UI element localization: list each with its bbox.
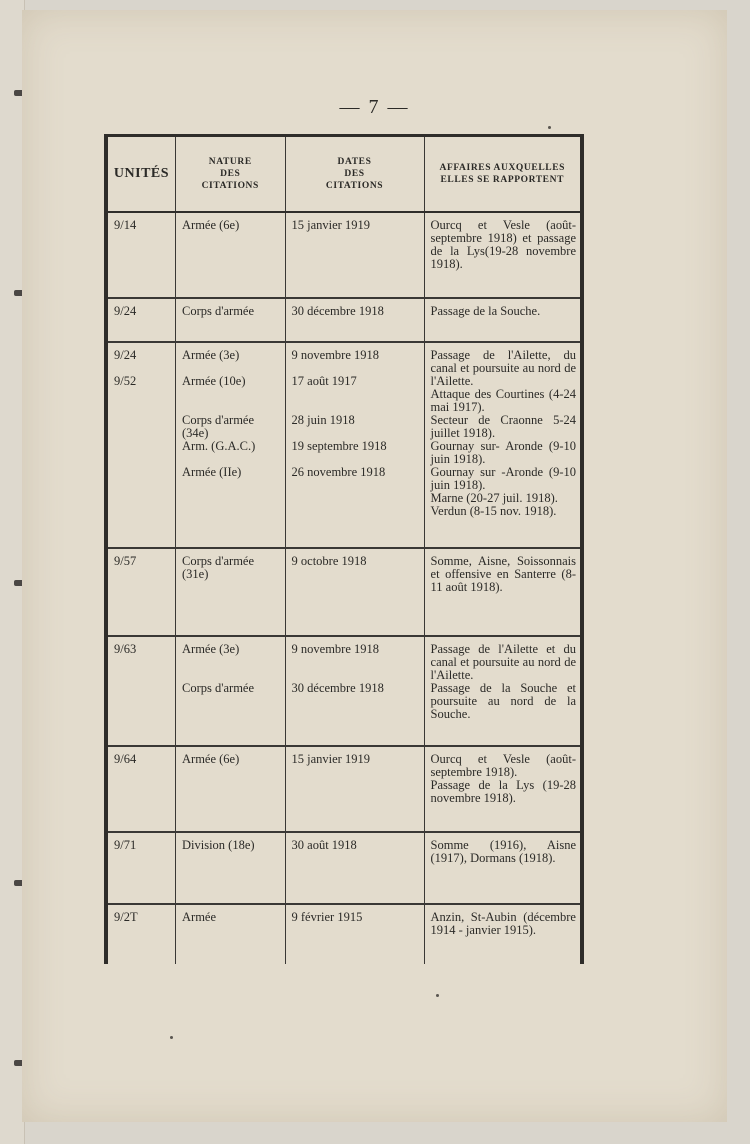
cell-nature: Corps d'armée xyxy=(176,298,286,342)
ink-speck xyxy=(548,126,551,129)
header-affaires: AFFAIRES AUXQUELLES ELLES SE RAPPORTENT xyxy=(424,136,582,213)
ink-speck xyxy=(436,994,439,997)
cell-affaires: Passage de l'Ailette, du canal et poursuite au nord de l'Ailette. Attaque des Courtines (4-24 mai 1917). Secteur de Craonne 5-24 juillet 1918). Gournay sur- Aronde (9-10 juin 1918). Gournay sur -Aronde (9-10 juin 1918). Marne (20-27 juil. 1918). Verdun (8-15 nov. 1918). xyxy=(424,342,582,548)
cell-unit: 9/64 xyxy=(106,746,176,832)
cell-nature: Armée xyxy=(176,904,286,964)
ink-speck xyxy=(170,1036,173,1039)
table-row xyxy=(106,636,582,746)
table-row xyxy=(106,548,582,636)
cell-affaires: Passage de l'Ailette et du canal et poursuite au nord de l'Ailette. Passage de la Souche et poursuite au nord de la Souche. xyxy=(424,636,582,746)
citations-table xyxy=(104,134,584,964)
cell-nature: Division (18e) xyxy=(176,832,286,904)
header-unites: UNITÉS xyxy=(106,136,176,213)
cell-nature: Corps d'armée (31e) xyxy=(176,548,286,636)
cell-nature: Armée (3e) Corps d'armée xyxy=(176,636,286,746)
table-row xyxy=(106,832,582,904)
cell-dates: 30 août 1918 xyxy=(285,832,424,904)
cell-nature: Armée (6e) xyxy=(176,746,286,832)
document-page xyxy=(22,10,727,1122)
cell-affaires: Ourcq et Vesle (août-septembre 1918). Passage de la Lys (19-28 novembre 1918). xyxy=(424,746,582,832)
cell-dates: 30 décembre 1918 xyxy=(285,298,424,342)
cell-unit: 9/63 xyxy=(106,636,176,746)
table-row xyxy=(106,904,582,964)
cell-unit: 9/24 xyxy=(106,298,176,342)
cell-unit: 9/57 xyxy=(106,548,176,636)
table-header-row xyxy=(106,136,582,213)
header-dates: DATES DES CITATIONS xyxy=(285,136,424,213)
cell-dates: 15 janvier 1919 xyxy=(285,212,424,298)
cell-unit: 9/24 9/52 xyxy=(106,342,176,548)
cell-affaires: Ourcq et Vesle (août-septembre 1918) et passage de la Lys(19-28 novembre 1918). xyxy=(424,212,582,298)
cell-unit: 9/71 xyxy=(106,832,176,904)
page-number: — 7 — xyxy=(339,96,410,118)
cell-nature: Armée (3e) Armée (10e) Corps d'armée (34e) Arm. (G.A.C.) Armée (IIe) xyxy=(176,342,286,548)
cell-dates: 15 janvier 1919 xyxy=(285,746,424,832)
cell-dates: 9 février 1915 xyxy=(285,904,424,964)
cell-unit: 9/14 xyxy=(106,212,176,298)
cell-dates: 9 octobre 1918 xyxy=(285,548,424,636)
table-row xyxy=(106,298,582,342)
cell-nature: Armée (6e) xyxy=(176,212,286,298)
cell-dates: 9 novembre 1918 30 décembre 1918 xyxy=(285,636,424,746)
cell-affaires: Somme, Aisne, Soissonnais et offensive en Santerre (8-11 août 1918). xyxy=(424,548,582,636)
table-row xyxy=(106,342,582,548)
cell-affaires: Passage de la Souche. xyxy=(424,298,582,342)
header-nature: NATURE DES CITATIONS xyxy=(176,136,286,213)
cell-dates: 9 novembre 1918 17 août 1917 28 juin 1918 19 septembre 1918 26 novembre 1918 xyxy=(285,342,424,548)
cell-unit: 9/2T xyxy=(106,904,176,964)
table-row xyxy=(106,746,582,832)
table-row xyxy=(106,212,582,298)
cell-affaires: Somme (1916), Aisne (1917), Dormans (1918). xyxy=(424,832,582,904)
cell-affaires: Anzin, St-Aubin (décembre 1914 - janvier 1915). xyxy=(430,910,576,937)
